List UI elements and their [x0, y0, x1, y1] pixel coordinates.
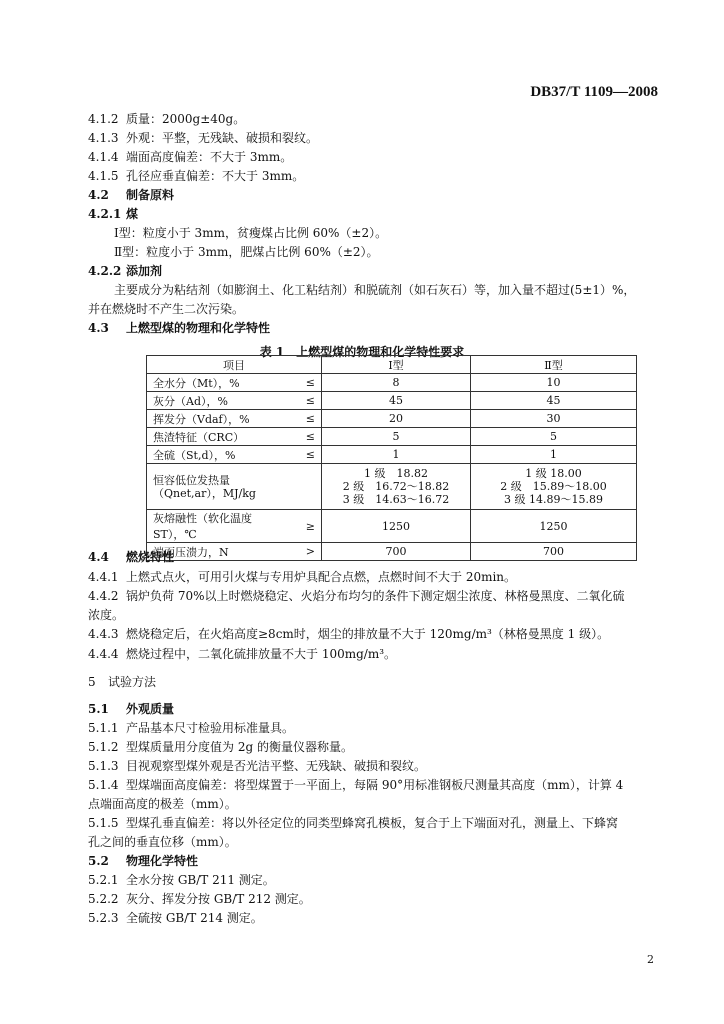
text-line: 5.1.5 型煤孔垂直偏差：将以外径定位的同类型蜂窝孔模板，复合于上下端面对孔，测量上、下蜂窝: [88, 816, 619, 830]
text-line: 主要成分为粘结剂（如膨润土、化工粘结剂）和脱硫剂（如石灰石）等，加入量不超过(5±1）%，: [114, 283, 636, 297]
row-value-type1: 45: [322, 392, 471, 410]
row-value-type2: 10: [471, 374, 637, 392]
text-line: 5.1.4 型煤端面高度偏差：将型煤置于一平面上，每隔 90°用标准钢板尺测量其高度（mm），计算 4: [88, 778, 624, 792]
text-line: 4.4.1 上燃式点火，可用引火煤与专用炉具配合点燃，点燃时间不大于 20min。: [88, 570, 517, 584]
row-value-type1: 5: [322, 428, 471, 446]
text-line: 4.1.2 质量：2000g±40g。: [88, 112, 246, 126]
row-item: 全硫（St,d），%: [147, 446, 280, 464]
grade-2-value: 2 级 15.89～18.00: [500, 480, 607, 493]
section-heading: 5.1 外观质量: [88, 702, 175, 716]
row-value-type1: 700: [322, 543, 471, 561]
table-row-heat-value: [147, 464, 637, 510]
row-value-type2: 45: [471, 392, 637, 410]
row-item: 焦渣特征（CRC）: [147, 428, 280, 446]
row-value-type2: [471, 464, 637, 510]
row-value-type2: 5: [471, 428, 637, 446]
row-value-type2: 30: [471, 410, 637, 428]
row-value-type2: 1250: [471, 510, 637, 543]
row-value-type1: [322, 464, 471, 510]
text-line: 孔之间的垂直位移（mm）。: [88, 835, 237, 849]
row-value-type1: 1250: [322, 510, 471, 543]
text-line: 并在燃烧时不产生二次污染。: [88, 302, 245, 316]
table-row: [147, 374, 637, 392]
header-type1: Ⅰ型: [322, 356, 471, 374]
row-operator: >: [279, 543, 322, 561]
text-line: 5.2.2 灰分、挥发分按 GB/T 212 测定。: [88, 892, 311, 906]
section-heading: 5.2 物理化学特性: [88, 854, 199, 868]
row-operator: ≤: [279, 428, 322, 446]
chapter-heading: 5 试验方法: [88, 675, 157, 689]
grade-1-value: 1 级 18.00: [525, 467, 582, 480]
text-line: 5.1.3 目视观察型煤外观是否光洁平整、无残缺、破损和裂纹。: [88, 759, 427, 773]
text-line: 4.1.5 孔径应垂直偏差：不大于 3mm。: [88, 169, 305, 183]
text-line: 4.4.4 燃烧过程中，二氧化硫排放量不大于 100mg/m³。: [88, 647, 397, 661]
row-operator: ≤: [279, 446, 322, 464]
table-row: [147, 428, 637, 446]
section-heading: 4.3 上燃型煤的物理和化学特性: [88, 321, 271, 335]
standard-number: DB37/T 1109—2008: [530, 84, 658, 100]
table-caption: 表 1 上燃型煤的物理和化学特性要求: [259, 345, 465, 359]
text-line: 5.1.1 产品基本尺寸检验用标准量具。: [88, 721, 295, 735]
text-line: 4.4.3 燃烧稳定后，在火焰高度≥8cm时，烟尘的排放量不大于 120mg/m³（林格曼黑度 1 级）。: [88, 627, 610, 641]
section-heading: 4.2 制备原料: [88, 188, 175, 202]
section-heading: 4.2.1 煤: [88, 207, 139, 221]
section-heading: 4.2.2 添加剂: [88, 264, 163, 278]
text-line: 4.4.2 锅炉负荷 70%以上时燃烧稳定、火焰分布均匀的条件下测定烟尘浓度、林格曼黑度、二氧化硫: [88, 589, 625, 603]
row-operator: ≥: [279, 510, 322, 543]
row-item: 挥发分（Vdaf），%: [147, 410, 280, 428]
row-value-type2: 700: [471, 543, 637, 561]
text-line: 点端面高度的极差（mm）。: [88, 797, 237, 811]
text-line: 5.2.3 全硫按 GB/T 214 测定。: [88, 911, 263, 925]
header-type2: Ⅱ型: [471, 356, 637, 374]
text-line: 5.2.1 全水分按 GB/T 211 测定。: [88, 873, 275, 887]
row-operator: ≤: [279, 374, 322, 392]
row-value-type1: 8: [322, 374, 471, 392]
row-operator: ≤: [279, 410, 322, 428]
table-row: [147, 410, 637, 428]
text-line: 5.1.2 型煤质量用分度值为 2g 的衡量仪器称量。: [88, 740, 353, 754]
heat-item-line1: 恒容低位发热量: [153, 473, 230, 487]
row-item: [147, 464, 322, 510]
row-item: 灰熔融性（软化温度 ST），℃: [147, 510, 280, 543]
text-line: 浓度。: [88, 608, 125, 622]
row-item: 灰分（Ad），%: [147, 392, 280, 410]
row-value-type1: 1: [322, 446, 471, 464]
header-item: 项目: [147, 356, 322, 374]
grade-3-value: 3 级 14.89～15.89: [504, 493, 603, 506]
row-item: 端面压溃力，N: [147, 543, 280, 561]
table-header-row: [147, 356, 637, 374]
row-value-type1: 20: [322, 410, 471, 428]
table-row: [147, 446, 637, 464]
row-value-type2: 1: [471, 446, 637, 464]
text-line: Ⅰ型：粒度小于 3mm，贫瘦煤占比例 60%（±2）。: [114, 226, 388, 240]
properties-table: [146, 355, 637, 561]
text-line: Ⅱ型：粒度小于 3mm，肥煤占比例 60%（±2）。: [114, 245, 379, 259]
grade-2-value: 2 级 16.72～18.82: [342, 480, 450, 493]
grade-1-value: 1 级 18.82: [364, 467, 428, 480]
text-line: 4.1.3 外观：平整，无残缺、破损和裂纹。: [88, 131, 319, 145]
text-line: 4.1.4 端面高度偏差：不大于 3mm。: [88, 150, 293, 164]
row-operator: ≤: [279, 392, 322, 410]
heat-item-line2: （Qnet,ar），MJ/kg: [153, 486, 256, 500]
table-row: [147, 510, 637, 543]
grade-3-value: 3 级 14.63～16.72: [342, 493, 450, 506]
section-heading: 4.4 燃烧特性: [88, 550, 175, 564]
row-item: 全水分（Mt），%: [147, 374, 280, 392]
page-number: 2: [647, 953, 654, 966]
table-row: [147, 392, 637, 410]
table-row: [147, 543, 637, 561]
